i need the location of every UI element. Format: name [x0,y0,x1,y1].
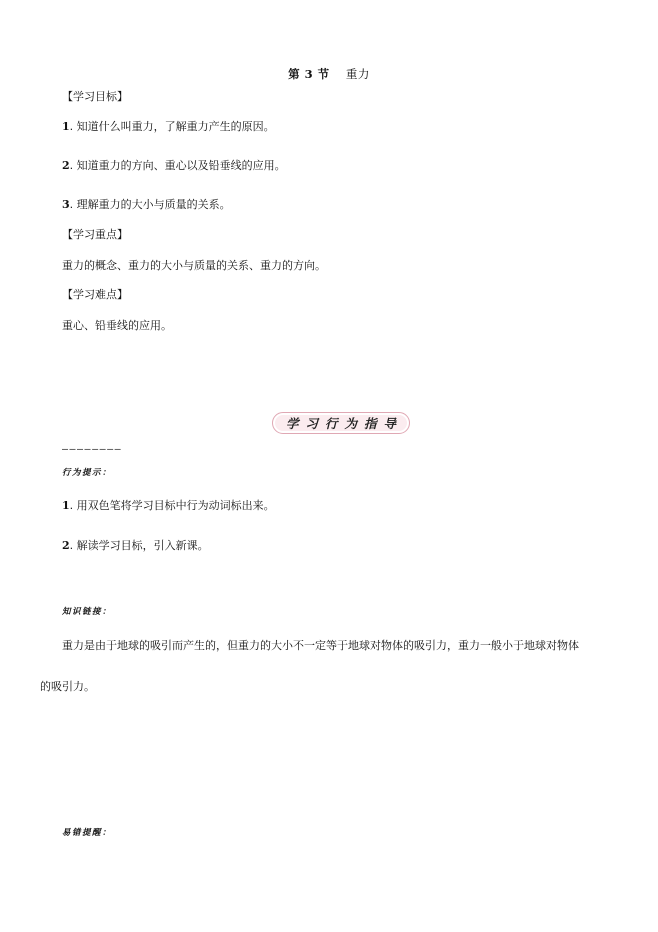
behavior-text: . 用双色笔将学习目标中行为动词标出来。 [69,499,275,512]
goal-number: 1 [62,120,70,133]
guidance-banner-label: 学习行为指导 [285,416,403,431]
behavior-text: . 解读学习目标，引入新课。 [69,539,209,552]
key-points-text: 重力的概念、重力的大小与质量的关系、重力的方向。 [62,259,326,272]
section-title: 重力 [345,67,370,81]
knowledge-link-tag: 知识链接： [62,607,113,617]
page-title [0,66,658,82]
behavior-number: 2 [62,539,70,552]
behavior-item-2 [62,537,209,553]
goal-text: . 理解重力的大小与质量的关系。 [69,198,231,211]
error-reminder-tag: 易错提醒： [62,828,113,838]
dash-divider: ———————— [62,444,123,455]
behavior-tips-tag: 行为提示： [62,468,113,478]
goal-text: . 知道重力的方向、重心以及铅垂线的应用。 [69,159,286,172]
goal-item-1 [62,118,275,134]
guidance-banner [272,412,410,434]
behavior-number: 1 [62,499,70,512]
behavior-item-1 [62,497,275,513]
section-number: 第 3 节 [288,67,330,81]
knowledge-link-line-1: 重力是由于地球的吸引而产生的，但重力的大小不一定等于地球对物体的吸引力，重力一般小于地球对物体 [62,639,579,652]
goal-text: . 知道什么叫重力，了解重力产生的原因。 [69,120,275,133]
key-points-heading: 【学习重点】 [62,228,128,241]
goal-number: 3 [62,198,70,211]
goal-item-2 [62,157,286,173]
difficulty-heading: 【学习难点】 [62,288,128,301]
goal-item-3 [62,196,231,212]
knowledge-link-line-2: 的吸引力。 [40,680,95,693]
goal-number: 2 [62,159,70,172]
difficulty-text: 重心、铅垂线的应用。 [62,319,172,332]
goals-heading: 【学习目标】 [62,90,128,103]
